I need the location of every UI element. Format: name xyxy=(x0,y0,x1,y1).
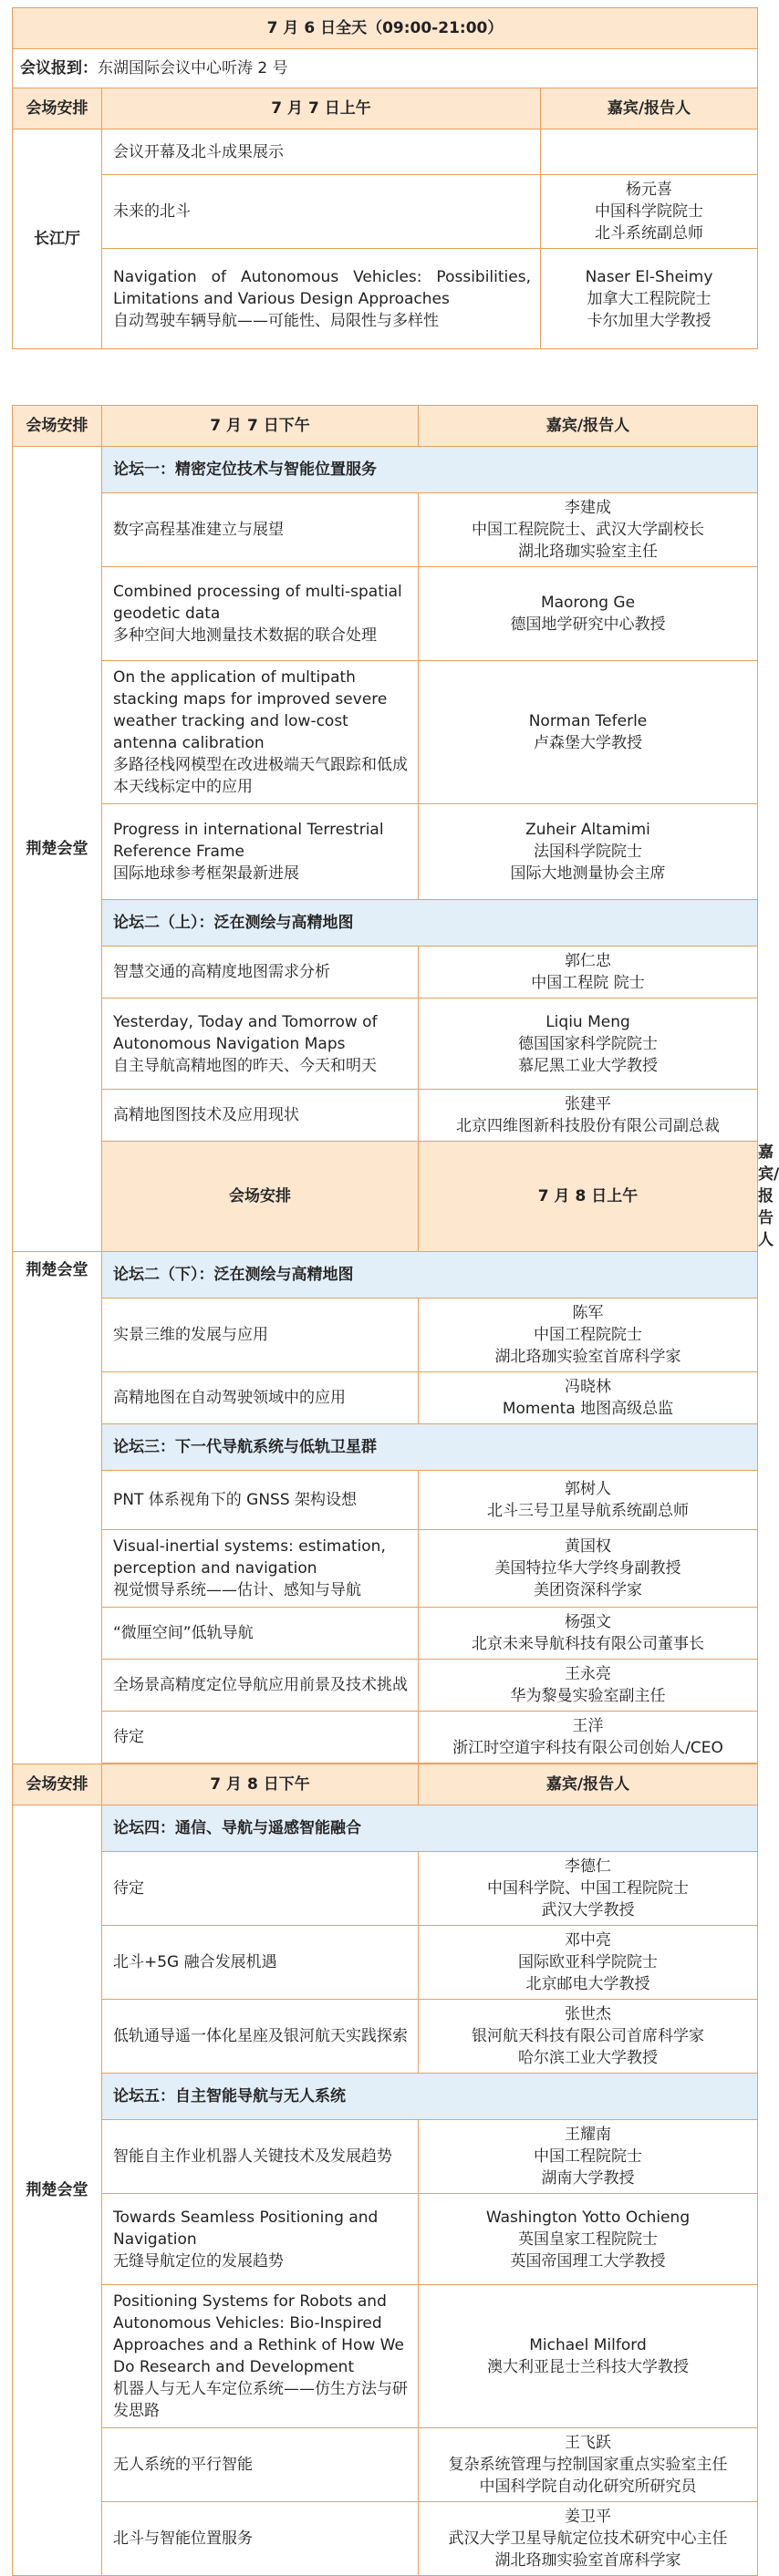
speaker-name: 张建平 xyxy=(565,1095,611,1113)
venue-cell: 长江厅 xyxy=(13,129,102,349)
topic-line: “微厘空间”低轨导航 xyxy=(113,1624,254,1642)
speaker-cell xyxy=(541,175,758,249)
speaker-cell xyxy=(419,1852,758,1926)
topic-cell xyxy=(102,947,419,998)
topic-line: 国际地球参考框架最新进展 xyxy=(113,864,299,883)
speaker-title: 武汉大学教授 xyxy=(541,1901,635,1919)
speaker-title: 英国帝国理工大学教授 xyxy=(510,2251,666,2271)
schedule-block-main xyxy=(12,405,779,2576)
speaker-title: 复杂系统管理与控制国家重点实验室主任 xyxy=(448,2456,728,2474)
topic-cell xyxy=(102,1926,419,2000)
speaker-name: 郭仁忠 xyxy=(565,952,611,970)
speaker-title: 中国工程院院士、武汉大学副校长 xyxy=(472,521,704,539)
speaker-title: 中国工程院 院士 xyxy=(531,974,645,992)
topic-line: Navigation of Autonomous Vehicles: Possibilities, Limitations and Various Design Approaches xyxy=(113,267,531,308)
speaker-cell xyxy=(419,2000,758,2074)
topic-line: 智能自主作业机器人关键技术及发展趋势 xyxy=(113,2147,392,2166)
topic-line: 无缝导航定位的发展趋势 xyxy=(113,2251,284,2271)
speaker-title: 德国地学研究中心教授 xyxy=(510,616,666,634)
topic-line: Positioning Systems for Robots and Autonomous Vehicles: Bio-Inspired Approaches and a Rethink of How We Do Research and Development xyxy=(113,2292,404,2376)
topic-cell xyxy=(102,249,541,349)
speaker-title: 银河航天科技有限公司首席科学家 xyxy=(472,2027,704,2045)
topic-line: 实景三维的发展与应用 xyxy=(113,1326,268,1344)
topic-cell xyxy=(102,804,419,900)
topic-cell xyxy=(102,567,419,661)
speaker-name: 邓中亮 xyxy=(565,1931,611,1950)
speaker-column-header: 嘉宾/报告人 xyxy=(541,88,758,129)
speaker-name: 王永亮 xyxy=(565,1665,611,1683)
topic-cell xyxy=(102,998,419,1090)
speaker-column-header: 嘉宾/报告人 xyxy=(419,1764,758,1805)
speaker-title: 卡尔加里大学教授 xyxy=(587,311,711,330)
speaker-cell xyxy=(419,1298,758,1372)
topic-cell xyxy=(102,2194,419,2285)
speaker-name: 王耀南 xyxy=(565,2126,611,2144)
forum-title: 论坛三：下一代导航系统与低轨卫星群 xyxy=(102,1424,758,1471)
speaker-name: 李建成 xyxy=(565,499,611,517)
forum-title: 论坛二（下）：泛在测绘与高精地图 xyxy=(102,1252,758,1298)
speaker-cell xyxy=(419,1712,758,1764)
speaker-cell xyxy=(419,567,758,661)
speaker-name: Michael Milford xyxy=(529,2336,647,2354)
topic-line: 未来的北斗 xyxy=(113,202,191,221)
speaker-title: 国际大地测量协会主席 xyxy=(510,864,666,883)
speaker-cell xyxy=(419,2502,758,2576)
venue-column-header: 会场安排 xyxy=(13,1764,102,1805)
speaker-title: 加拿大工程院院士 xyxy=(587,289,711,308)
topic-cell xyxy=(102,1712,419,1764)
speaker-cell xyxy=(419,2120,758,2194)
venue-cell: 荆楚会堂 xyxy=(13,1252,102,1764)
speaker-title: 中国科学院、中国工程院院士 xyxy=(487,1879,689,1898)
speaker-title: 武汉大学卫星导航定位技术研究中心主任 xyxy=(448,2529,728,2548)
speaker-title: 北斗三号卫星导航系统副总师 xyxy=(487,1502,689,1520)
speaker-cell xyxy=(419,1372,758,1424)
speaker-title: 北京邮电大学教授 xyxy=(525,1975,650,1993)
speaker-name: Norman Teferle xyxy=(528,712,648,730)
topic-line: 视觉惯导系统——估计、感知与导航 xyxy=(113,1581,361,1599)
speaker-title: 中国科学院自动化研究所研究员 xyxy=(479,2478,697,2496)
speaker-name: Maorong Ge xyxy=(540,594,636,612)
topic-line: 北斗+5G 融合发展机遇 xyxy=(113,1953,277,1971)
speaker-cell xyxy=(419,2428,758,2502)
speaker-title: 中国科学院院士 xyxy=(595,202,703,221)
forum-title: 论坛四：通信、导航与遥感智能融合 xyxy=(102,1805,758,1852)
speaker-title: 慕尼黑工业大学教授 xyxy=(518,1056,658,1075)
venue-column-header: 会场安排 xyxy=(13,406,102,447)
speaker-title: 浙江时空道宇科技有限公司创始人/CEO xyxy=(452,1739,723,1757)
speaker-title: 华为黎曼实验室副主任 xyxy=(510,1687,666,1705)
speaker-cell xyxy=(419,1471,758,1530)
topic-line: 高精地图在自动驾驶领域中的应用 xyxy=(113,1389,346,1407)
topic-cell xyxy=(102,2502,419,2576)
speaker-cell xyxy=(419,1090,758,1142)
topic-line: 自动驾驶车辆导航——可能性、局限性与多样性 xyxy=(113,311,439,330)
speaker-title: 湖南大学教授 xyxy=(541,2169,635,2188)
speaker-title: 北斗系统副总师 xyxy=(595,224,703,243)
topic-cell xyxy=(102,1852,419,1926)
time-column-header: 7 月 7 日下午 xyxy=(102,406,419,447)
venue-column-header: 会场安排 xyxy=(102,1142,419,1252)
checkin-value: 东湖国际会议中心听涛 2 号 xyxy=(98,59,288,78)
topic-cell xyxy=(102,1298,419,1372)
topic-cell xyxy=(102,1608,419,1660)
speaker-title: 北京未来导航科技有限公司董事长 xyxy=(472,1635,704,1653)
speaker-cell xyxy=(419,2285,758,2428)
speaker-name: Naser El-Sheimy xyxy=(585,267,713,286)
checkin-row xyxy=(13,49,758,88)
speaker-title: 卢森堡大学教授 xyxy=(534,734,642,752)
speaker-title: 美国特拉华大学终身副教授 xyxy=(494,1559,681,1578)
speaker-name: 郭树人 xyxy=(565,1480,611,1498)
topic-cell xyxy=(102,2285,419,2428)
speaker-title: 法国科学院院士 xyxy=(534,843,642,861)
speaker-name: 冯晓林 xyxy=(565,1378,611,1396)
topic-cell xyxy=(102,661,419,804)
topic-line: 机器人与无人车定位系统——仿生方法与研发思路 xyxy=(113,2380,408,2420)
table-main: 会场安排 7 月 7 日下午 嘉宾/报告人 荆楚会堂 论坛一：精密定位技术与智能位置服务 数字高程基准建立与展望 李建成 中国工程院院士、武汉大学副校长 湖北珞珈实验室主任 Combined processing of multi-spatial geodetic data 多种空间大地测量技术数据的联合处理 Maorong Ge 德国地学研究中心教授 On the application of multipath stacking maps for improved severe weather tracking and low-cost antenna calibration 多路径栈网模型在改进极端天气跟踪和低成本天线标定中的应用 Norman Teferle 卢森堡大学教授 Progress in international Terrestrial Reference Frame 国际地球参考框架最新进展 Zuheir Altamimi 法国科学院院士 国际大地测量协会主席 论坛二（上）：泛在测绘与高精地图 智慧交通的高精度地图需求分析 郭仁忠 中国工程院 院士 Yesterday, Today and Tomorrow of Autonomous Navigation Maps 自主导航高精地图的昨天、今天和明天 Liqiu Meng 德国国家科学院院士 慕尼黑工业大学教授 高精地图图技术及应用现状 张建平 北京四维图新科技股份有限公司副总裁 会场安排 7 月 8 日上午 嘉宾/报告人 荆楚会堂 论坛二（下）：泛在测绘与高精地图 实景三维的发展与应用 陈军 中国工程院院士 湖北珞珈实验室首席科学家 高精地图在自动驾驶领域中的应用 冯晓林 Momenta 地图高级总监 论坛三：下一代导航系统与低轨卫星群 PNT 体系视角下的 GNSS 架构设想 郭树人 北斗三号卫星导航系统副总师 Visual-inertial systems: estimation, perception and navigation 视觉惯导系统——估计、感知与导航 黄国权 美国特拉华大学终身副教授 美团资深科学家 “微厘空间”低轨导航 杨强文 北京未来导航科技有限公司董事长 全场景高精度定位导航应用前景及技术挑战 王永亮 华为黎曼实验室副主任 待定 王洋 浙江时空道宇科技有限公司创始人/CEO 会场安排 7 月 8 日下午 嘉宾/报告人 荆楚会堂 论坛四：通信、导航与遥感智能融合 待定 李德仁 中国科学院、中国工程院院士 武汉大学教授 北斗+5G 融合发展机遇 邓中亮 国际欧亚科学院院士 北京邮电大学教授 低轨通导遥一体化星座及银河航天实践探索 张世杰 银河航天科技有限公司首席科学家 哈尔滨工业大学教授 论坛五：自主智能导航与无人系统 智能自主作业机器人关键技术及发展趋势 王耀南 中国工程院院士 湖南大学教授 Towards Seamless Positioning and Navigation 无缝导航定位的发展趋势 Washington Yotto Ochieng 英国皇家工程院院士 英国帝国理工大学教授 Positioning Systems for Robots and Autonomous Vehicles: Bio-Inspired Approaches and a Rethink of How We Do Research and Development 机器人与无人车定位系统——仿生方法与研发思路 Michael Milford 澳大利亚昆士兰科技大学教授 无人系统的平行智能 王飞跃 复杂系统管理与控制国家重点实验室主任 中国科学院自动化研究所研究员 北斗与智能位置服务 姜卫平 武汉大学卫星导航定位技术研究中心主任 湖北珞珈实验室首席科学家 xyxy=(12,405,758,2576)
speaker-name: 杨元喜 xyxy=(626,181,672,199)
topic-cell xyxy=(102,2120,419,2194)
speaker-cell xyxy=(419,1608,758,1660)
speaker-title: 北京四维图新科技股份有限公司副总裁 xyxy=(456,1117,720,1135)
forum-title: 论坛二（上）：泛在测绘与高精地图 xyxy=(102,900,758,947)
topic-line: 智慧交通的高精度地图需求分析 xyxy=(113,963,330,981)
forum-title: 论坛五：自主智能导航与无人系统 xyxy=(102,2074,758,2120)
speaker-title: 澳大利亚昆士兰科技大学教授 xyxy=(487,2358,689,2376)
topic-line: Visual-inertial systems: estimation, perception and navigation xyxy=(113,1537,386,1578)
speaker-cell xyxy=(419,947,758,998)
speaker-title: 中国工程院院士 xyxy=(534,2147,642,2166)
topic-cell xyxy=(102,1660,419,1712)
speaker-name: 王飞跃 xyxy=(565,2434,611,2452)
speaker-name: 王洋 xyxy=(572,1717,604,1735)
topic-line: 会议开幕及北斗成果展示 xyxy=(113,142,284,161)
speaker-title: 哈尔滨工业大学教授 xyxy=(518,2049,658,2067)
speaker-cell xyxy=(419,661,758,804)
topic-line: Progress in international Terrestrial Reference Frame xyxy=(113,821,384,861)
speaker-title: 中国工程院院士 xyxy=(534,1326,642,1344)
speaker-title: 英国皇家工程院院士 xyxy=(518,2229,658,2249)
speaker-title: 美团资深科学家 xyxy=(534,1581,642,1599)
topic-line: 数字高程基准建立与展望 xyxy=(113,521,284,539)
topic-cell xyxy=(102,493,419,567)
speaker-cell xyxy=(419,493,758,567)
speaker-cell xyxy=(419,1660,758,1712)
topic-line: 待定 xyxy=(113,1879,144,1898)
speaker-title: Momenta 地图高级总监 xyxy=(502,1400,674,1418)
speaker-name: Washington Yotto Ochieng xyxy=(485,2208,691,2227)
speaker-title: 国际欧亚科学院院士 xyxy=(518,1953,658,1971)
topic-line: 低轨通导遥一体化星座及银河航天实践探索 xyxy=(113,2027,408,2045)
time-column-header: 7 月 8 日下午 xyxy=(102,1764,419,1805)
speaker-title: 德国国家科学院院士 xyxy=(518,1034,658,1053)
topic-line: On the application of multipath stacking maps for improved severe weather tracking and low-cost antenna calibration xyxy=(113,668,388,752)
topic-line: 多路径栈网模型在改进极端天气跟踪和低成本天线标定中的应用 xyxy=(113,756,408,796)
speaker-cell xyxy=(419,1530,758,1608)
speaker-title: 湖北珞珈实验室主任 xyxy=(518,543,658,561)
speaker-name: 杨强文 xyxy=(565,1613,611,1631)
time-column-header: 7 月 8 日上午 xyxy=(419,1142,758,1252)
topic-cell xyxy=(102,2000,419,2074)
topic-cell xyxy=(102,129,541,175)
speaker-cell xyxy=(419,804,758,900)
topic-line: PNT 体系视角下的 GNSS 架构设想 xyxy=(113,1491,358,1509)
topic-line: Combined processing of multi-spatial geodetic data xyxy=(113,583,402,623)
forum-title: 论坛一：精密定位技术与智能位置服务 xyxy=(102,447,758,493)
speaker-name: 黄国权 xyxy=(565,1537,611,1556)
speaker-cell xyxy=(419,2194,758,2285)
topic-line: 无人系统的平行智能 xyxy=(113,2456,253,2474)
topic-cell xyxy=(102,1530,419,1608)
speaker-name: Zuheir Altamimi xyxy=(525,821,650,839)
checkin-label: 会议报到： xyxy=(20,59,98,78)
speaker-title: 湖北珞珈实验室首席科学家 xyxy=(494,1348,681,1366)
venue-cell: 荆楚会堂 xyxy=(13,1805,102,2576)
topic-cell xyxy=(102,2428,419,2502)
topic-line: Towards Seamless Positioning and Navigation xyxy=(113,2208,379,2249)
speaker-column-header: 嘉宾/报告人 xyxy=(419,406,758,447)
venue-column-header: 会场安排 xyxy=(13,88,102,129)
table-day1 xyxy=(12,7,758,349)
topic-line: 待定 xyxy=(113,1728,144,1746)
speaker-cell xyxy=(419,1926,758,2000)
day-header: 7 月 6 日全天（09:00-21:00） xyxy=(13,8,758,49)
topic-line: 高精地图图技术及应用现状 xyxy=(113,1106,299,1124)
topic-cell xyxy=(102,1090,419,1142)
speaker-name: 姜卫平 xyxy=(565,2508,611,2526)
topic-line: 自主导航高精地图的昨天、今天和明天 xyxy=(113,1056,377,1075)
topic-line: 全场景高精度定位导航应用前景及技术挑战 xyxy=(113,1676,408,1694)
topic-cell xyxy=(102,1471,419,1530)
speaker-name: 张世杰 xyxy=(565,2005,611,2023)
topic-line: Yesterday, Today and Tomorrow of Autonomous Navigation Maps xyxy=(113,1012,378,1053)
schedule-block-day1 xyxy=(12,7,757,349)
topic-line: 多种空间大地测量技术数据的联合处理 xyxy=(113,626,377,645)
speaker-name: 李德仁 xyxy=(565,1857,611,1876)
time-column-header: 7 月 7 日上午 xyxy=(102,88,541,129)
speaker-title: 湖北珞珈实验室首席科学家 xyxy=(494,2551,681,2570)
topic-cell xyxy=(102,175,541,249)
topic-line: 北斗与智能位置服务 xyxy=(113,2529,253,2548)
speaker-cell xyxy=(541,129,758,175)
topic-cell xyxy=(102,1372,419,1424)
venue-cell: 荆楚会堂 xyxy=(13,447,102,1252)
speaker-cell xyxy=(419,998,758,1090)
speaker-cell xyxy=(541,249,758,349)
speaker-name: 陈军 xyxy=(572,1304,604,1322)
speaker-name: Liqiu Meng xyxy=(545,1012,630,1031)
